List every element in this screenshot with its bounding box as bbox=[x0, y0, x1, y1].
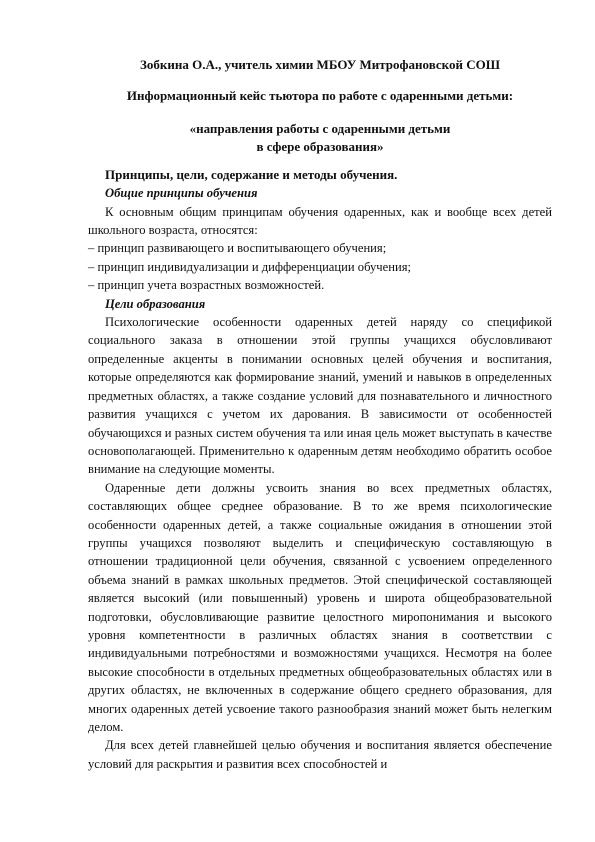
goals-heading: Цели образования bbox=[105, 296, 206, 311]
body-paragraph: Для всех детей главнейшей целью обучения и воспитания является обеспечение условий для раскрытия и развития всех способностей и bbox=[88, 738, 552, 771]
case-title: Информационный кейс тьютора по работе с одаренными детьми: bbox=[126, 88, 514, 104]
principles-heading: Общие принципы обучения bbox=[105, 186, 258, 201]
document-body bbox=[88, 56, 552, 773]
principles-intro: К основным общим принципам обучения одаренных, как и вообще всех детей школьного возраста, относятся: bbox=[88, 204, 552, 238]
principles-list-item: – принцип учета возрастных возможностей. bbox=[88, 278, 325, 293]
author-line: Зобкина О.А., учитель химии МБОУ Митрофановской СОШ bbox=[140, 57, 500, 72]
principles-list-item: – принцип развивающего и воспитывающего обучения; bbox=[88, 241, 387, 256]
principles-list-item: – принцип индивидуализации и дифференциации обучения; bbox=[88, 259, 411, 274]
body-paragraph: Одаренные дети должны усвоить знания во всех предметных областях, составляющих общее среднее образование. В то же время психологические особенности одаренных детей, а также социальные ожидания в отношении этой группы учащихся позволяют выделить и специфическую составляющую в отношении традиционной цели обучения, связанной с усвоением определенного объема знаний в рамках школьных предметов. Этой специфической составляющей является высокий (или повышенный) уровень и широта общеобразовательной подготовки, обусловливающие развитие целостного миропонимания и высокого уровня компетентности в различных областях знания в соответствии с индивидуальными потребностями и возможностями учащихся. Несмотря на более высокие способности в отдельных предметных общеобразовательных областях или в других областях, не включенных в содержание общего среднего образования, для многих одаренных детей усвоение такого разнообразия знаний может быть нелегким делом. bbox=[88, 480, 552, 734]
body-paragraph: Психологические особенности одаренных детей наряду со спецификой социального заказа в отношении этой группы учащихся обусловливают определенные акценты в понимании основных целей обучения и воспитания, которые определяются как формирование знаний, умений и навыков в определенных предметных областях, а также создание условий для познавательного и личностного развития учащихся с учетом их дарования. В зависимости от особенностей обучающихся и разных систем обучения та или иная цель может выступать в качестве основополагающей. Применительно к одаренным детям необходимо обратить особое внимание на следующие моменты. bbox=[88, 315, 552, 477]
case-subtitle-line-2: в сфере образования» bbox=[256, 138, 384, 154]
case-subtitle-line-1: «направления работы с одаренными детьми bbox=[189, 120, 451, 136]
section-title: Принципы, цели, содержание и методы обучения. bbox=[105, 166, 398, 182]
